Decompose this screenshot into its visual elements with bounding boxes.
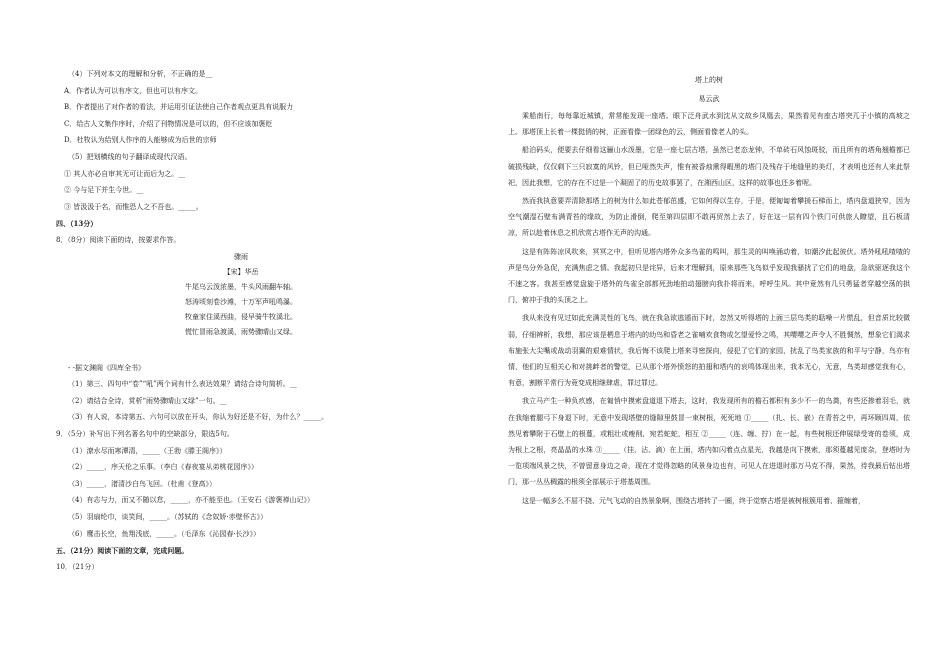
poem-title: 骤雨 xyxy=(234,252,248,261)
article-paragraph: 这是有阵阵凉风吹来，冥冥之中，但听见塔内塔外众多鸟雀的鸣叫，那生灵的叫唤涌动着，如潮汐此起彼伏。塔外吼吼喳喳的声是鸟分外急促，充满焦虑之情。我起初只是诧异，后来才理解到，原来那些飞鸟似乎发现我骚扰了它们的地盘，急欲驱逐我这个不速之客。我甚至感觉盘旋于塔外的鸟雀全部都死劲地拍动翅膀向我扑将而来，呼呼生风。其中竟然有几只勇猛者穿越空荡的拱门，俯冲于我的头顶之上。 xyxy=(508,247,910,305)
translate-item-1: ① 其人亦必自审其无可让而后为之。__ xyxy=(64,169,186,178)
option-b: B．作者提出了对作者的看法，并运用引证法使自己作者观点更具有说服力 xyxy=(64,103,294,112)
article-paragraph: 乘船南行，每每靠近城镇，常常能发现一座塔。眼下泛舟武水到沈从文故乡凤凰去，果然看见有座古塔突兀于小镇的高坡之上。那塔顶上长着一棵挺俏的树，正面看像一团绿色的云，侧面看像老人的头。 xyxy=(508,112,910,137)
poem-source: - -据文渊阁《四库全书》 xyxy=(68,363,145,372)
poem-line: 怒涛顷刻卷沙滩，十万军声吼鸣瀑。 xyxy=(185,298,297,307)
option-d: D．杜牧认为给别人作序的人能够成为后世的宗师 xyxy=(64,136,217,145)
q9-item-3: （3）_____，渚清沙白鸟飞回。（杜甫《登高》） xyxy=(68,479,216,488)
question-5: （5）把划横线的句子翻译成现代汉语。 xyxy=(68,152,192,161)
section-4-heading: 四、（13分） xyxy=(56,219,98,229)
article-paragraph: 船泊码头，便要去仔细看这骊山水泼墨，它是一座七层古塔，虽然已老态龙钟，不单砖石风蚀斑驳，而且所有的塔角翘檐都已破损残缺，仅仅剩下三只寂寞的风铃，但已哑然失声，惟有被香烛熏得暇黑的塔门及残存于地缝里的美灯，才表明也还有人来此祭祀，因此我想，它的存在不过是一个凝固了的历史故事罢了，在湘西山区，这样的故事也还多着呢。 xyxy=(508,146,910,187)
article-paragraph: 我从来没有见过如此充满灵性的飞鸟，就在我急欲逃遁而下时，忽然又听得塔的上面三层鸟类的聒噪一片慌乱，但音质比较微弱，仔细辨析，我想，那应该是栖息于塔内的幼鸟和昏老之雀哺欢食物或乞望爱怜之鸣，其嘤嘤之声令人不胜惆然，想象它们渴求布施张大尖嘴或战动羽翼的艰难情状，我后悔不该爬上塔来寻密探向，侵犯了它们的家园，扰乱了鸟类家族的和平与宁静，鸟亦有情，他们的互相关心和对挑衅者的警觉，已从那个塔外愤怒的拍翅和塔内的哀鸣体现出来，我本无心，无意，鸟类却感觉我有心，有意，割断平常行为竟变成相继肆虐，罪过罪过。 xyxy=(508,314,910,388)
question-4: （4）下列对本文的理解和分析，不正确的是__ xyxy=(68,70,213,78)
translate-item-3: ③ 皆汲汲于名，而惟恐人之不吾也。_____。 xyxy=(64,202,203,211)
article-title: 塔上的树 xyxy=(695,76,723,84)
poem-author: 【宋】华岳 xyxy=(223,267,259,276)
article-paragraph: 我立马产生一种负疚感，在匍悄中摸索盘道退下塔去，这时，我发现所有的檐石都积有多少不一的鸟粪，有些还掺着羽毛，就在我缩着腿弓下身退下时，无意中发现塔壁的缝隙里鼓冒一束树根，死死地 ①_____（扎、长、嵌）在青苔之中，再环顾四周，依然见着攀附于石壁上的根蔓，或粗壮或瘦削，宛若蛇蛇，相互 ②_____（连、缠、拧）在一起，有些树根还伸展绿受寄的卷须，成为根上之根，亮晶晶的水珠 ③_____（挂、沾、滴）在上面，塔内如闪着点点星光，我越是向下摸索，那须蔓越见庞杂，登塔时为一览项端风景之快，不曾留意身边之奇，现在才觉得忽略的风景身边也有，可见人在进退时那万马克不得，果然，待我最后钻出塔门，那一丛丛稠露的根须全部展示于塔基周围。 xyxy=(508,397,910,487)
article-paragraph: 然而我执意要弄清除那塔上的树为什么如此苍郁茁盛，它如何得以生存，于是，便匍匐着攀援石梯而上，塔内盘道狭窄，因为空气潮湿石壁布满青苔的缘故，为防止滑倒，爬至第四层即不敢再贸然上去了，好在这一层有四个铁门可供旅人瞭望，且石板清凉，所以趁着休息之机欣赏古塔作无声的沟通。 xyxy=(508,197,910,238)
q8-item-1: （1）第三、四句中“卷”“吼”两个词有什么表达效果？请结合诗句简析。__ xyxy=(68,380,297,389)
q9-item-4: （4）有志与力，而又不随以怠，_____，亦不能至也。（王安石《游褒禅山记》） xyxy=(68,496,314,505)
q9-item-1: （1）潦水尽而寒潭清，_____（王勃《滕王阁序》） xyxy=(68,446,227,455)
question-8: 8．（8分）阅读下面的诗，按要求作答。 xyxy=(56,235,181,244)
left-column xyxy=(56,70,426,579)
section-5-heading: 五、（21分）阅读下面的文章，完成问题。 xyxy=(56,546,189,556)
q9-item-2: （2）_____，序天伦之乐事。（李白《春夜宴从弟桃花园序》） xyxy=(68,463,258,472)
q9-item-5: （5）羽扇纶巾，谈笑间，_____。（苏轼的《念奴娇·赤壁怀古》） xyxy=(68,513,268,521)
question-10: 10．（21分） xyxy=(56,562,99,571)
question-9: 9．（5分）补写出下列名著名句中的空缺部分，限选5句。 xyxy=(56,430,234,439)
right-column xyxy=(508,70,910,511)
option-a: A．作者认为可以有序文，但也可以有序文。 xyxy=(64,86,203,95)
poem-line: 牛尾乌云泼浓墨，牛头风雨翻车轴。 xyxy=(185,282,297,291)
q8-item-3: （3）有人说，本诗第五、六句可以放在开头，你认为好还是不好，为什么？_____。 xyxy=(68,413,328,422)
article-author: 易云武 xyxy=(698,95,720,103)
poem-line: 牧童家住溪西曲，侵早骑牛牧溪北。 xyxy=(185,313,297,322)
option-c: C．给古人文集作序时，介绍了刊物情况是可以的，但不应该加褒贬 xyxy=(64,119,273,128)
poem-block xyxy=(56,253,426,344)
q9-item-6: （6）鹰击长空，鱼翔浅底，_____。（毛泽东《沁园春·长沙》） xyxy=(68,529,261,538)
q8-item-2: （2）请结合全诗，赏析“雨势骤晴山又绿”一句。__ xyxy=(68,396,227,405)
poem-line: 慌忙冒雨急渡溪，雨势骤晴山又绿。 xyxy=(185,328,297,337)
translate-item-2: ② 今与足下并生今世。__ xyxy=(64,186,144,195)
article-paragraph: 这是一幅多么不屈不挠、元气飞动的自然景象啊，围绕古塔转了一圈，终于觉察古塔是被树根簇用着、箍缠着， xyxy=(522,496,865,505)
